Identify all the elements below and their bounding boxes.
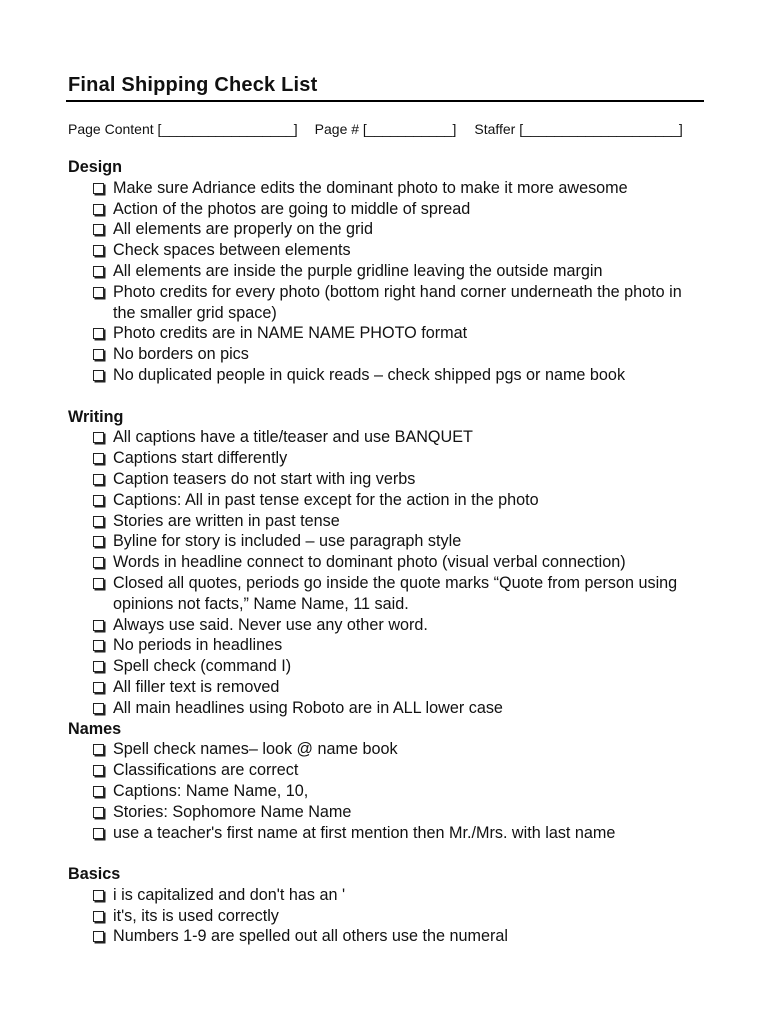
checklist-item xyxy=(68,677,708,698)
checklist-item xyxy=(68,760,708,781)
checkbox-icon[interactable] xyxy=(93,495,104,506)
checklist-item-text: it's, its is used correctly xyxy=(113,906,279,925)
checkbox-icon[interactable] xyxy=(93,328,104,339)
checklist-item xyxy=(68,635,708,656)
checkbox-icon[interactable] xyxy=(93,204,104,215)
checklist-item-text: Photo credits are in NAME NAME PHOTO format xyxy=(113,324,468,343)
checklist-item xyxy=(68,199,708,220)
checkbox-icon[interactable] xyxy=(93,432,104,443)
checkbox-icon[interactable] xyxy=(93,828,104,839)
checklist-item-text: Caption teasers do not start with ing verbs xyxy=(113,469,416,488)
checkbox-icon[interactable] xyxy=(93,578,104,589)
checkbox-icon[interactable] xyxy=(93,931,104,942)
checklist-item xyxy=(68,282,708,324)
checkbox-icon[interactable] xyxy=(93,516,104,527)
checklist-item-text: All main headlines using Roboto are in ALL lower case xyxy=(113,698,503,717)
checklist-item xyxy=(68,365,708,386)
section-spacer xyxy=(68,843,708,864)
checklist-item xyxy=(68,219,708,240)
checklist-item-text: Closed all quotes, periods go inside the quote marks “Quote from person using opinions not facts,” Name Name, 11 said. xyxy=(113,573,678,613)
checkbox-icon[interactable] xyxy=(93,557,104,568)
section-heading-design: Design xyxy=(68,158,122,176)
checkbox-icon[interactable] xyxy=(93,224,104,235)
checklist-section-names xyxy=(68,739,708,843)
checklist-item-text: Byline for story is included – use paragraph style xyxy=(113,532,462,551)
checkbox-icon[interactable] xyxy=(93,890,104,901)
page-title: Final Shipping Check List xyxy=(68,74,318,96)
checklist-item-text: No periods in headlines xyxy=(113,636,283,655)
checklist-item xyxy=(68,240,708,261)
checklist-item xyxy=(68,469,708,490)
checklist-item xyxy=(68,261,708,282)
section-heading-names: Names xyxy=(68,719,122,738)
checkbox-icon[interactable] xyxy=(93,786,104,797)
checklist-item xyxy=(68,490,708,511)
page-content-field[interactable]: Page Content [_________________] xyxy=(68,121,298,137)
checklist-item-text: Classifications are correct xyxy=(113,761,299,780)
checklist-item xyxy=(68,448,708,469)
checklist-item-text: No duplicated people in quick reads – check shipped pgs or name book xyxy=(113,365,626,384)
checkbox-icon[interactable] xyxy=(93,536,104,547)
checklist-item-text: Always use said. Never use any other word. xyxy=(113,615,428,634)
checkbox-icon[interactable] xyxy=(93,682,104,693)
checklist-item-text: i is capitalized and don't has an ' xyxy=(113,885,346,904)
checklist-item xyxy=(68,511,708,532)
checklist-item-text: Make sure Adriance edits the dominant photo to make it more awesome xyxy=(113,178,628,197)
checklist-item xyxy=(68,802,708,823)
checkbox-icon[interactable] xyxy=(93,620,104,631)
checklist-item xyxy=(68,531,708,552)
checklist-item xyxy=(68,906,708,927)
checkbox-icon[interactable] xyxy=(93,744,104,755)
checkbox-icon[interactable] xyxy=(93,349,104,360)
checklist-item-text: All filler text is removed xyxy=(113,677,280,696)
checklist-item xyxy=(68,178,708,199)
checklist-item-text: Captions start differently xyxy=(113,449,288,468)
checklist-item xyxy=(68,739,708,760)
checklist-item xyxy=(68,823,708,844)
checklist-item-text: Captions: All in past tense except for the action in the photo xyxy=(113,490,539,509)
checklist-item xyxy=(68,698,708,719)
checklist-item-text: All captions have a title/teaser and use BANQUET xyxy=(113,428,473,447)
checklist-section-writing xyxy=(68,427,708,718)
checklist-item xyxy=(68,781,708,802)
section-heading-basics: Basics xyxy=(68,865,121,884)
checkbox-icon[interactable] xyxy=(93,453,104,464)
section-heading-writing: Writing xyxy=(68,407,124,426)
checklist-item xyxy=(68,344,708,365)
checkbox-icon[interactable] xyxy=(93,807,104,818)
checklist-item-text: Photo credits for every photo (bottom right hand corner underneath the photo in the smaller grid space) xyxy=(113,282,682,322)
section-spacer xyxy=(68,386,708,407)
checkbox-icon[interactable] xyxy=(93,640,104,651)
checklist-item-text: Action of the photos are going to middle of spread xyxy=(113,199,471,218)
checklist-item-text: Spell check names– look @ name book xyxy=(113,740,398,759)
checklist-item-text: Spell check (command I) xyxy=(113,657,292,676)
checklist-item-text: Stories: Sophomore Name Name xyxy=(113,802,352,821)
staffer-field[interactable]: Staffer [____________________] xyxy=(474,121,683,137)
checklist-item-text: No borders on pics xyxy=(113,345,249,364)
checklist-item-text: Check spaces between elements xyxy=(113,241,351,260)
checklist-item xyxy=(68,573,708,615)
checkbox-icon[interactable] xyxy=(93,661,104,672)
checklist-section-design xyxy=(68,178,708,386)
checklist-item xyxy=(68,552,708,573)
checkbox-icon[interactable] xyxy=(93,266,104,277)
checklist-item xyxy=(68,615,708,636)
checklist-item-text: All elements are inside the purple gridline leaving the outside margin xyxy=(113,261,603,280)
header-fields xyxy=(68,121,683,137)
checkbox-icon[interactable] xyxy=(93,765,104,776)
title-underline xyxy=(66,100,704,102)
checklist xyxy=(68,157,708,947)
checkbox-icon[interactable] xyxy=(93,183,104,194)
checkbox-icon[interactable] xyxy=(93,287,104,298)
checklist-item xyxy=(68,656,708,677)
page-number-field[interactable]: Page # [___________] xyxy=(314,121,457,137)
checklist-item-text: Stories are written in past tense xyxy=(113,511,340,530)
checklist-item-text: All elements are properly on the grid xyxy=(113,220,374,239)
checklist-item xyxy=(68,323,708,344)
checklist-item xyxy=(68,427,708,448)
checklist-item-text: Words in headline connect to dominant photo (visual verbal connection) xyxy=(113,553,626,572)
checkbox-icon[interactable] xyxy=(93,245,104,256)
checkbox-icon[interactable] xyxy=(93,911,104,922)
checkbox-icon[interactable] xyxy=(93,474,104,485)
checklist-item xyxy=(68,926,708,947)
checkbox-icon[interactable] xyxy=(93,703,104,714)
checklist-item-text: Captions: Name Name, 10, xyxy=(113,781,309,800)
checklist-item xyxy=(68,885,708,906)
checklist-item-text: use a teacher's first name at first mention then Mr./Mrs. with last name xyxy=(113,823,616,842)
checkbox-icon[interactable] xyxy=(93,370,104,381)
checklist-item-text: Numbers 1-9 are spelled out all others use the numeral xyxy=(113,927,509,946)
checklist-section-basics xyxy=(68,885,708,947)
